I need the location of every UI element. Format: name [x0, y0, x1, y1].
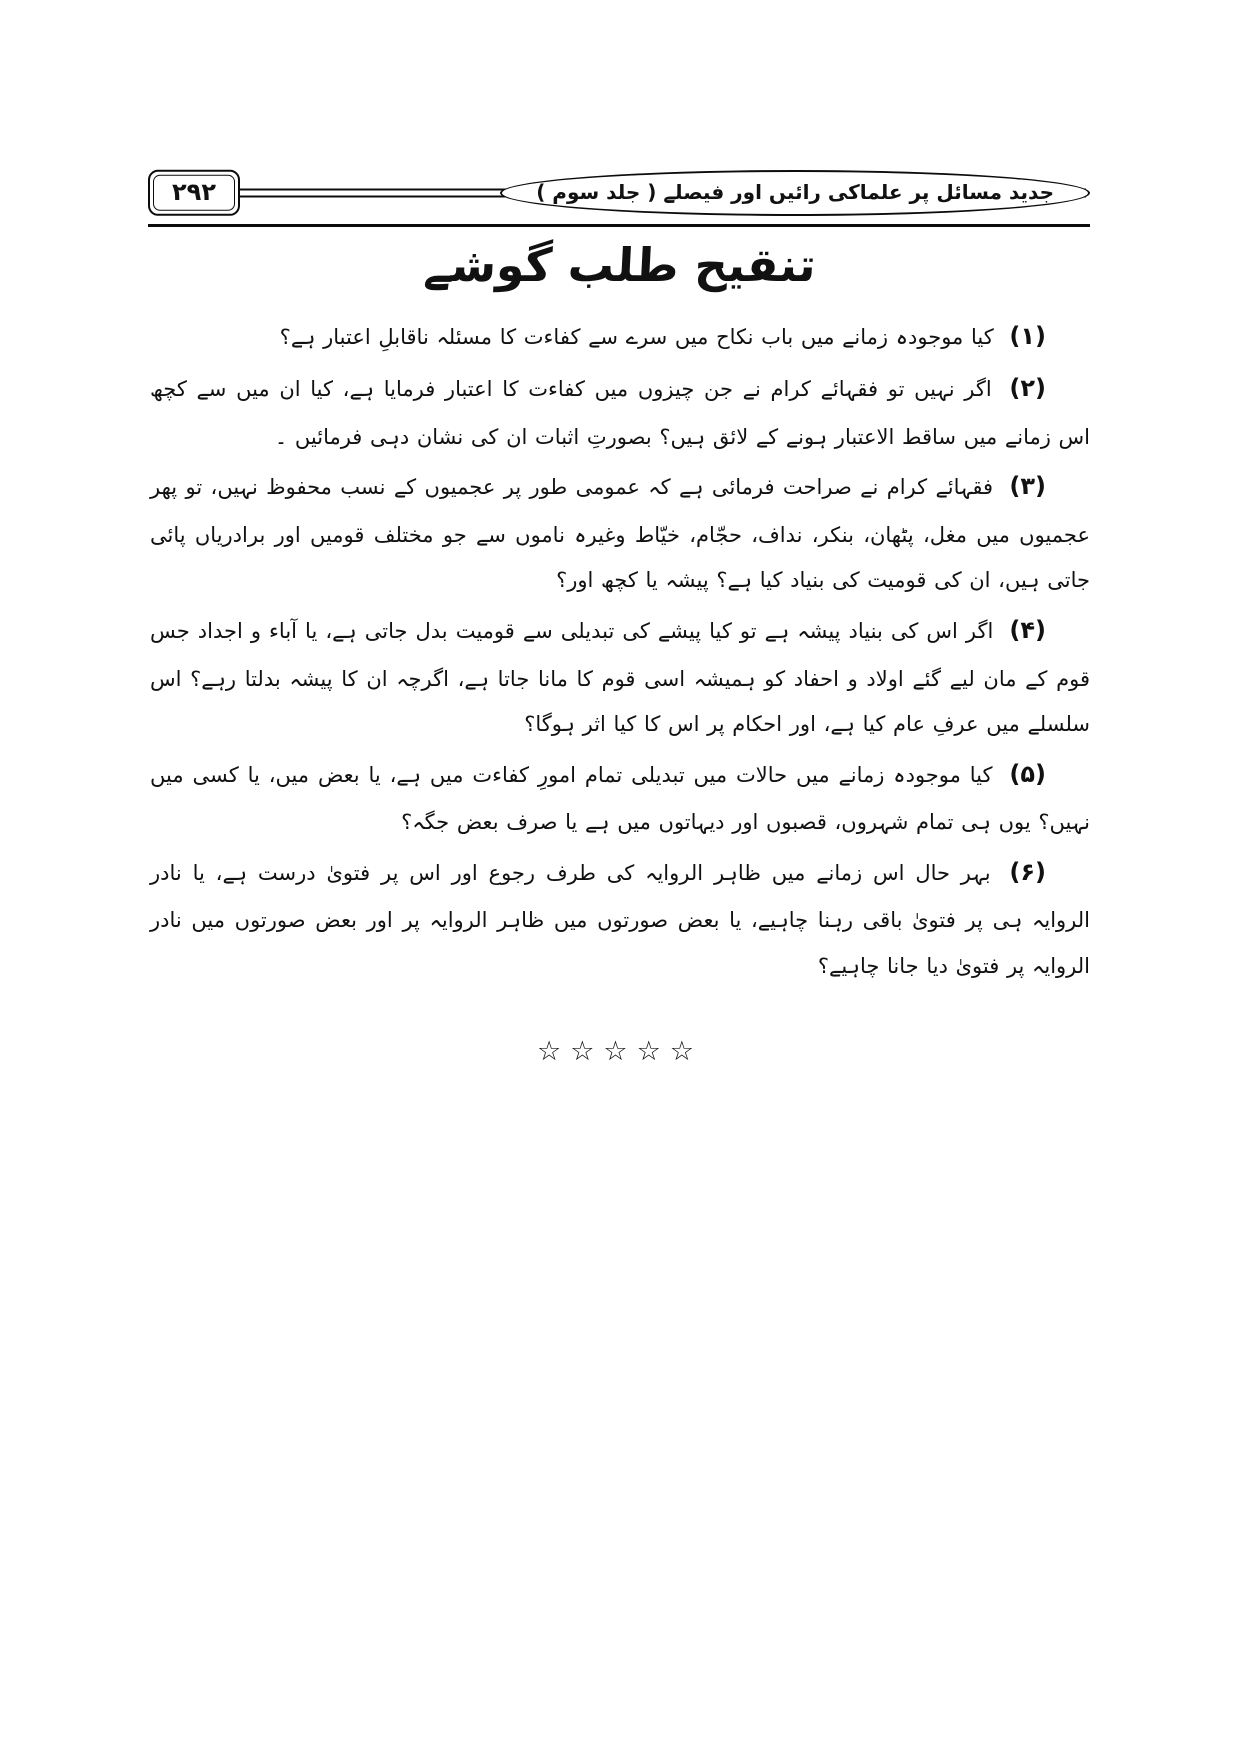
section-heading: تنقیح طلب گوشے [422, 238, 818, 292]
question-text: بہر حال اس زمانے میں ظاہر الروایہ کی طرف رجوع اور اس پر فتویٰ درست ہے، یا نادر الروایہ ہی پر فتویٰ باقی رہنا چاہیے، یا بعض صورتوں میں ظاہر الروایہ پر اور بعض صورتوں میں نادر الروایہ پر فتویٰ دیا جانا چاہیے؟ [150, 861, 1090, 979]
page-header [148, 168, 1090, 227]
question-text: فقہائے کرام نے صراحت فرمائی ہے کہ عمومی طور پر عجمیوں کے نسب محفوظ نہیں، تو پھر عجمیوں میں مغل، پٹھان، بنکر، نداف، حجّام، خیّاط وغیرہ ناموں سے جو مختلف قومیں اور برادریاں پائی جاتی ہیں، ان کی قومیت کی بنیاد کیا ہے؟ پیشہ یا کچھ اور؟ [150, 475, 1090, 593]
question-text: اگر اس کی بنیاد پیشہ ہے تو کیا پیشے کی تبدیلی سے قومیت بدل جاتی ہے، یا آباء و اجداد جس قوم کے مان لیے گئے اولاد و احفاد کو ہمیشہ اسی قوم کا مانا جاتا ہے، اگرچہ ان کا پیشہ بدلتا رہے؟ اس سلسلے میں عرفِ عام کیا ہے، اور احکام پر اس کا کیا اثر ہوگا؟ [150, 619, 1090, 737]
page-content [150, 238, 1090, 1067]
page-number-box [148, 170, 240, 216]
header-band [148, 168, 1090, 218]
question-item-5 [150, 748, 1090, 846]
end-of-section-stars: ☆☆☆☆☆ [536, 1036, 704, 1067]
question-item-4 [150, 604, 1090, 748]
question-item-2 [150, 362, 1090, 460]
question-number: (۴) [1009, 616, 1046, 645]
question-item-3 [150, 460, 1090, 604]
question-number: (۵) [1009, 760, 1046, 789]
question-text: کیا موجودہ زمانے میں حالات میں تبدیلی تمام امورِ کفاءت میں ہے، یا بعض میں، یا کسی میں نہیں؟ یوں ہی تمام شہروں، قصبوں اور دیہاتوں میں ہے یا صرف بعض جگہ؟ [150, 763, 1090, 835]
book-title-cartouche: جدید مسائل پر علماکی رائیں اور فیصلے ( جلد سوم ) [500, 170, 1090, 216]
question-number: (۶) [1009, 858, 1046, 887]
question-item-1 [150, 310, 1090, 362]
question-text: کیا موجودہ زمانے میں باب نکاح میں سرے سے کفاءت کا مسئلہ ناقابلِ اعتبار ہے؟ [279, 325, 994, 349]
header-divider-rule [148, 224, 1090, 227]
question-number: (۲) [1009, 374, 1046, 403]
question-text: اگر نہیں تو فقہائے کرام نے جن چیزوں میں کفاءت کا اعتبار فرمایا ہے، کیا ان میں سے کچھ اس زمانے میں ساقط الاعتبار ہونے کے لائق ہیں؟ بصورتِ اثبات ان کی نشان دہی فرمائیں ۔ [150, 377, 1090, 449]
question-item-6 [150, 846, 1090, 990]
question-number: (۱) [1009, 322, 1046, 350]
question-number: (۳) [1009, 472, 1046, 501]
page-number: ۲۹۲ [153, 175, 235, 211]
